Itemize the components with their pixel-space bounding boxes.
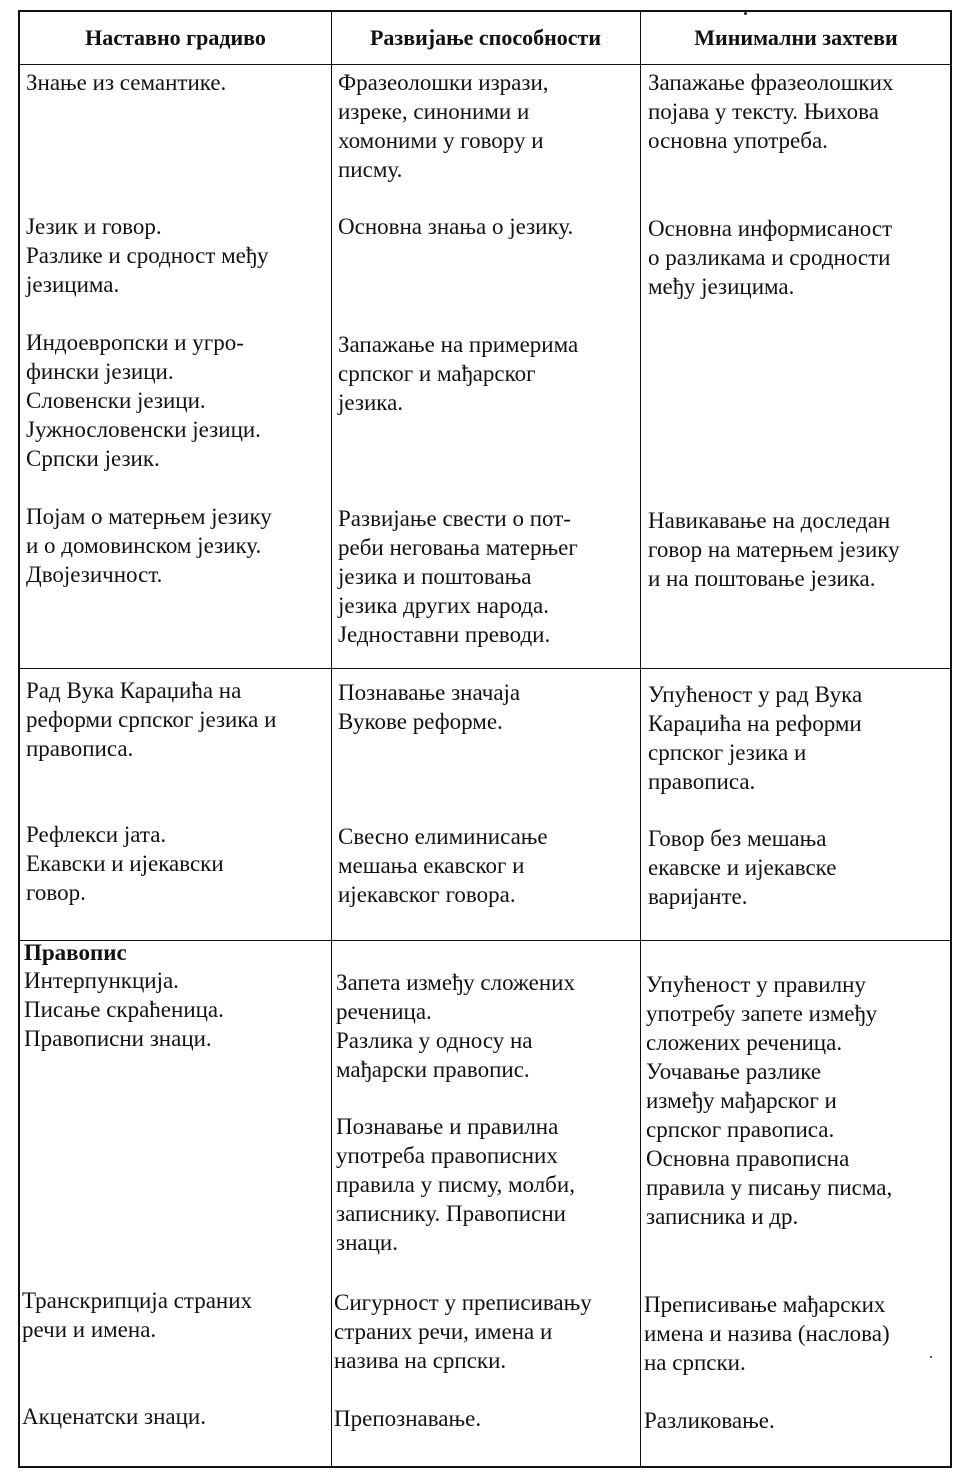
- cell-vuk-reform-content: Рад Вука Караџића на реформи српског језика и правописа.: [26, 678, 277, 761]
- cell-semantics-content: Знање из семантике.: [26, 70, 227, 95]
- cell-yat-reflexes-content: Рефлекси јата. Екавски и ијекавски говор.: [26, 822, 224, 905]
- cell-mother-tongue-content: Појам о матерњем језику и о домовинском језику. Двојезичност.: [26, 504, 272, 587]
- column-divider-1: [331, 12, 332, 1466]
- column-divider-2: [640, 12, 641, 1466]
- cell-accent-marks-content: Акценатски знаци.: [22, 1404, 206, 1429]
- header-teaching-content: Наставно градиво: [85, 25, 266, 50]
- header-skills-development: Развијање способности: [369, 25, 602, 50]
- cell-language-families-content: Индоевропски и угро- фински језици. Словенски језици. Јужнословенски језици. Српски језик.: [26, 330, 261, 471]
- cell-orthography-skills-comma: Запета између сложених реченица. Разлика у односу на мађарски правопис.: [336, 970, 575, 1082]
- cell-orthography-requirements: Упућеност у правилну употребу запете између сложених реченица. Уочавање разлике између мађарског и српског правописа. Основна правописна правила у писању писма, записника и др.: [646, 972, 893, 1229]
- cell-language-requirements: Основна информисаност о разликама и сродности међу језицима.: [648, 216, 893, 299]
- scan-speck: [744, 12, 747, 15]
- header-minimum-requirements: Минимални захтеви: [694, 25, 898, 50]
- cell-orthography-content: Интерпункција. Писање скраћеница. Правописни знаци.: [24, 968, 224, 1051]
- scan-speck: [930, 1356, 932, 1358]
- cell-mother-tongue-requirements: Навикавање на доследан говор на матерњем језику и на поштовање језика.: [648, 508, 900, 591]
- cell-language-content: Језик и говор. Разлике и сродност међу језицима.: [26, 214, 269, 297]
- cell-semantics-requirements: Запажање фразеолошких појава у тексту. Њихова основна употреба.: [648, 70, 894, 153]
- section-divider-1: [20, 668, 950, 669]
- section-divider-2: [20, 940, 950, 941]
- cell-yat-reflexes-skills: Свесно елиминисање мешања екавског и ијекавског говора.: [338, 824, 548, 907]
- cell-transcription-content: Транскрипција страних речи и имена.: [22, 1288, 253, 1342]
- cell-accent-marks-requirements: Разликовање.: [644, 1408, 775, 1433]
- cell-yat-reflexes-requirements: Говор без мешања екавске и ијекавске варијанте.: [648, 826, 837, 909]
- curriculum-table: [18, 10, 952, 1468]
- cell-language-families-skills: Запажање на примерима српског и мађарског језика.: [338, 332, 579, 415]
- cell-mother-tongue-skills: Развијање свести о пот- реби неговања матерњег језика и поштовања језика других народа. Једноставни преводи.: [338, 506, 578, 647]
- header-divider: [20, 64, 950, 65]
- cell-transcription-requirements: Преписивање мађарских имена и назива (наслова) на српски.: [644, 1292, 890, 1375]
- cell-transcription-skills: Сигурност у преписивању страних речи, имена и назива на српски.: [334, 1290, 592, 1373]
- cell-semantics-skills: Фразеолошки изрази, изреке, синоними и хомоними у говору и писму.: [338, 70, 549, 182]
- cell-vuk-reform-requirements: Упућеност у рад Вука Караџића на реформи српског језика и правописа.: [648, 682, 863, 794]
- cell-orthography-title: Правопис: [24, 940, 127, 965]
- cell-accent-marks-skills: Препознавање.: [334, 1406, 482, 1431]
- cell-vuk-reform-skills: Познавање значаја Вукове реформе.: [338, 680, 521, 734]
- cell-orthography-skills-rules: Познавање и правилна употреба правописних правила у писму, молби, записнику. Правописни знаци.: [336, 1114, 575, 1255]
- cell-language-skills: Основна знања о језику.: [338, 214, 574, 239]
